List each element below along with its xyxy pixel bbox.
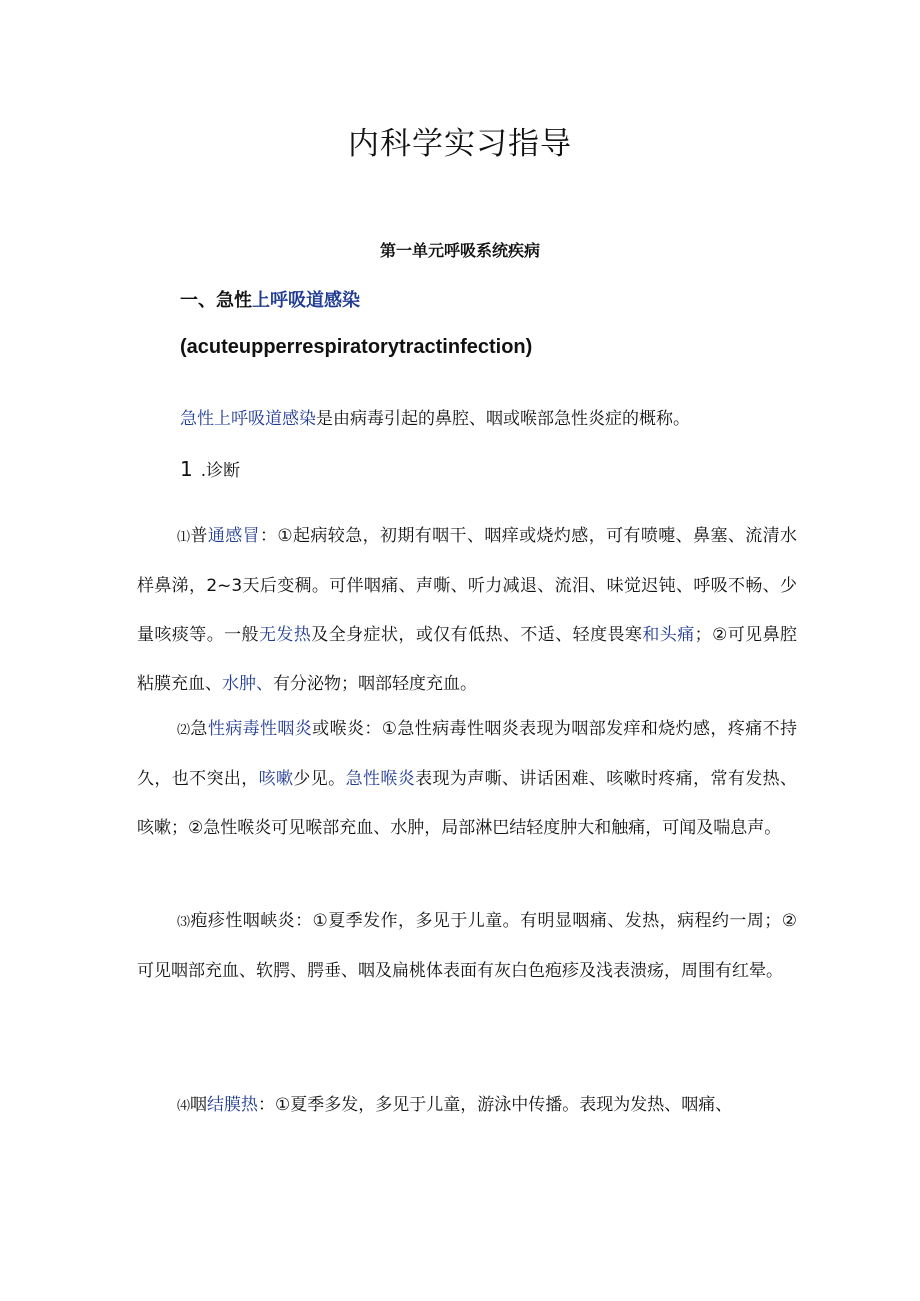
text-run: 咽 bbox=[190, 1095, 208, 1115]
text-run: ；②可见鼻腔粘膜充血、 bbox=[137, 625, 798, 694]
text-run: ：①夏季多发，多见于儿童，游泳中传播。表现为发热、咽痛、 bbox=[258, 1095, 733, 1115]
text-run: 少见。 bbox=[293, 769, 346, 789]
section-heading-term: 上呼吸道感染 bbox=[252, 290, 360, 311]
definition-paragraph bbox=[180, 404, 690, 429]
diagnosis-label: .诊断 bbox=[200, 461, 241, 481]
paragraph-marker: ⑴ bbox=[177, 530, 191, 545]
highlight-term: 水肿、 bbox=[222, 674, 273, 694]
highlight-term: 结膜热 bbox=[207, 1095, 259, 1115]
definition-term: 急性上呼吸道感染 bbox=[180, 409, 316, 429]
diagnosis-heading bbox=[180, 456, 240, 481]
text-run: 或喉炎：①急性病毒性咽炎表现为咽部发痒和烧灼感，疼痛不持久，也不突出， bbox=[137, 719, 798, 789]
text-run: 有分泌物；咽部轻度充血。 bbox=[273, 674, 477, 694]
section-heading-english: (acuteupperrespiratorytractinfection) bbox=[180, 336, 533, 358]
highlight-term: 咳嗽 bbox=[258, 769, 294, 789]
section-heading-prefix: 一、急性 bbox=[180, 290, 252, 311]
paragraph-viral-pharyngitis bbox=[137, 705, 797, 853]
paragraph-common-cold bbox=[137, 512, 797, 709]
highlight-term: 无发热 bbox=[258, 625, 312, 645]
highlight-term: 通感冒 bbox=[207, 526, 260, 546]
highlight-term: 和头痛 bbox=[642, 625, 695, 645]
text-run: 普 bbox=[190, 526, 208, 546]
diagnosis-number: 1 bbox=[180, 457, 193, 481]
highlight-term: 急性喉炎 bbox=[345, 769, 416, 789]
paragraph-marker: ⑵ bbox=[177, 723, 191, 738]
section-heading bbox=[180, 286, 360, 312]
paragraph-marker: ⑶ bbox=[177, 915, 191, 930]
text-run: 急 bbox=[190, 719, 208, 739]
document-title: 内科学实习指导 bbox=[348, 126, 572, 162]
text-run: 疱疹性咽峡炎：①夏季发作，多见于儿童。有明显咽痛、发热，病程约一周；②可见咽部充血、软腭、腭垂、咽及扁桃体表面有灰白色疱疹及浅表溃疡，周围有红晕。 bbox=[137, 911, 797, 981]
text-run: 表现为声嘶、讲话困难、咳嗽时疼痛，常有发热、咳嗽；②急性喉炎可见喉部充血、水肿，局部淋巴结轻度肿大和触痛，可闻及喘息声。 bbox=[137, 769, 798, 838]
definition-text: 是由病毒引起的鼻腔、咽或喉部急性炎症的概称。 bbox=[316, 409, 690, 429]
paragraph-pharyngoconjunctival-fever bbox=[137, 1081, 797, 1131]
text-run: ：①起病较急，初期有咽干、咽痒或烧灼感，可有喷嚏、鼻塞、流清水样鼻涕，2~3天后变稠。可伴咽痛、声嘶、听力减退、流泪、味觉迟钝、呼吸不畅、少量咳痰等。一般 bbox=[137, 526, 798, 645]
highlight-term: 性病毒性咽炎 bbox=[207, 719, 313, 739]
paragraph-herpangina bbox=[137, 897, 797, 996]
paragraph-marker: ⑷ bbox=[177, 1099, 191, 1114]
text-run: 及全身症状，或仅有低热、不适、轻度畏寒 bbox=[311, 625, 643, 645]
unit-heading: 第一单元呼吸系统疾病 bbox=[379, 241, 540, 260]
